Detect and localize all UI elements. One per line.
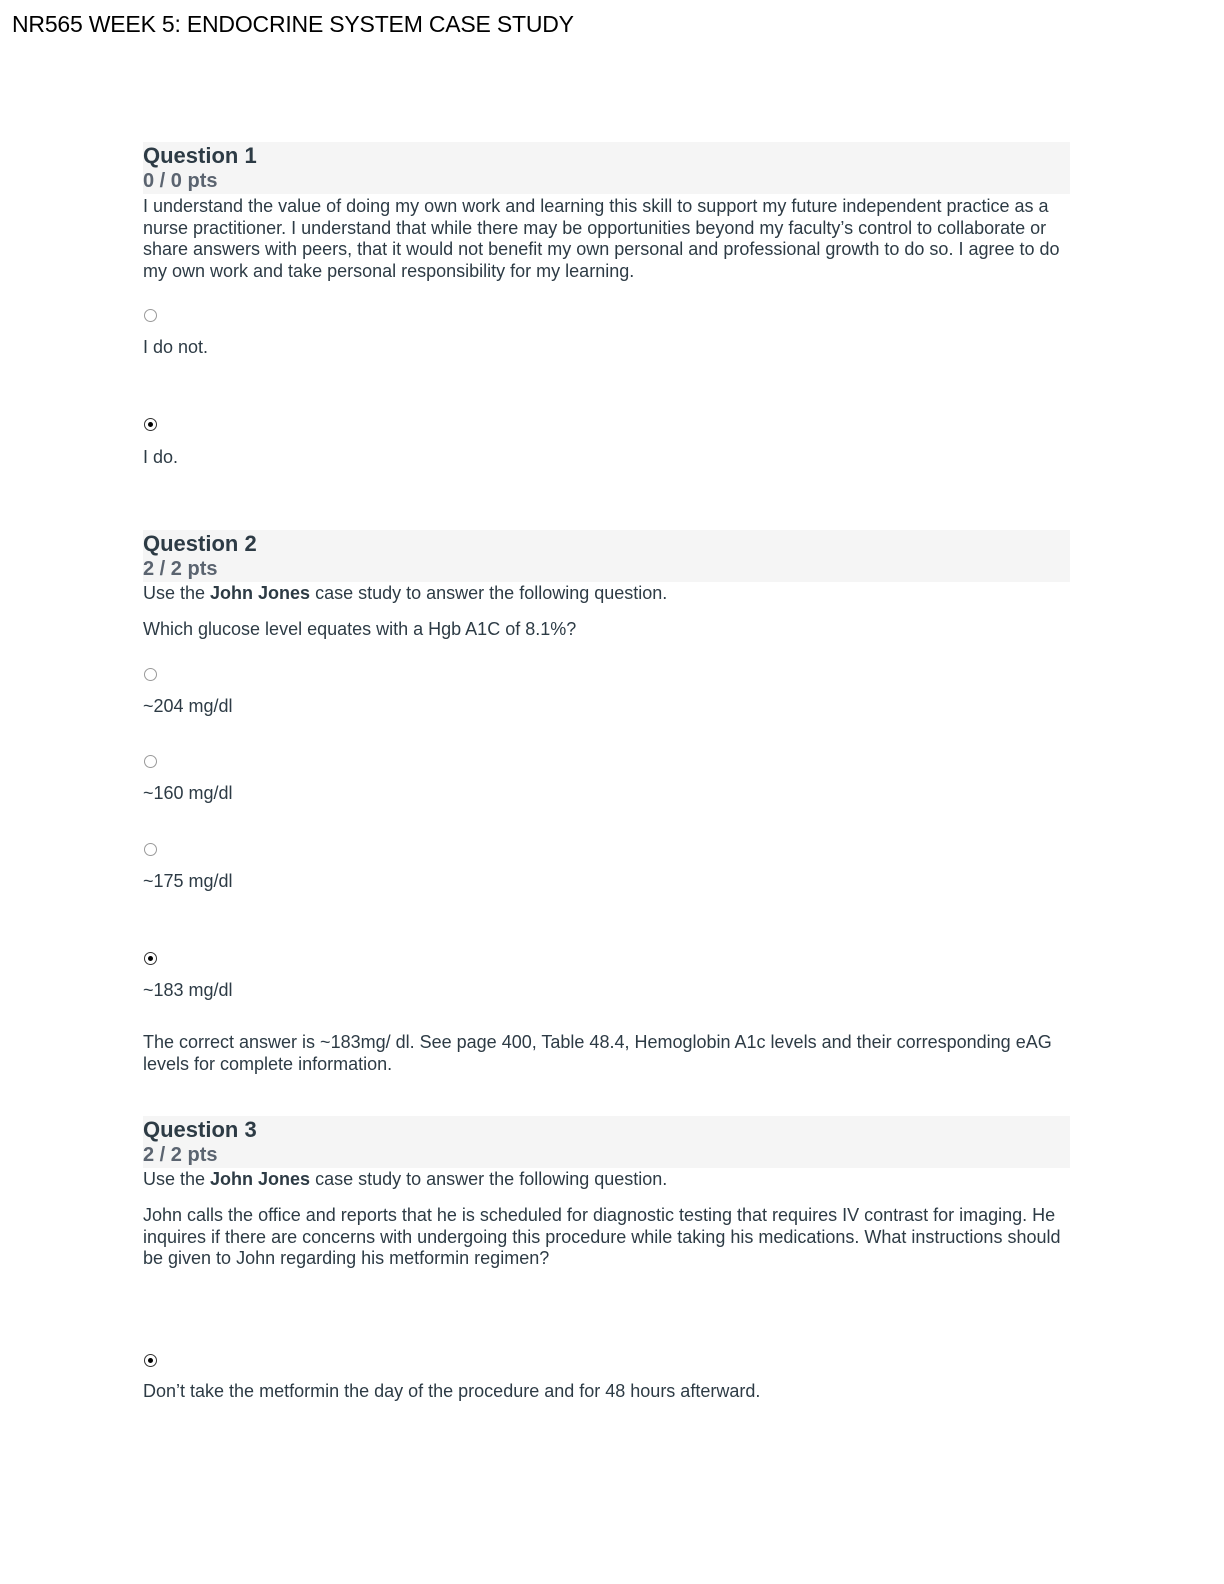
answer-label: Don’t take the metformin the day of the procedure and for 48 hours afterward.: [143, 1381, 761, 1401]
intro-text: Use the: [143, 1169, 211, 1189]
question-text: John calls the office and reports that he is scheduled for diagnostic testing that requires IV contrast for imaging. He inquires if there are concerns with undergoing this procedure while taking his medications. What instructions should be given to John regarding his metformin regimen?: [143, 1205, 1061, 1268]
question-points: 2 / 2 pts: [143, 1144, 218, 1166]
question-points: 0 / 0 pts: [143, 170, 218, 192]
question-title: Question 3: [143, 1117, 257, 1142]
answer-radio-unselected[interactable]: [144, 668, 157, 681]
answer-label: I do not.: [143, 337, 209, 357]
answer-radio-unselected[interactable]: [144, 843, 157, 856]
answer-feedback: The correct answer is ~183mg/ dl. See page 400, Table 48.4, Hemoglobin A1c levels and their corresponding eAG levels for complete information.: [143, 1032, 1052, 1074]
answer-radio-selected[interactable]: [144, 1354, 157, 1367]
intro-text: case study to answer the following question.: [310, 1169, 668, 1189]
question-header: [143, 1116, 1070, 1168]
question-1: [143, 142, 1070, 482]
question-points: 2 / 2 pts: [143, 558, 218, 580]
intro-text: Use the: [143, 583, 211, 603]
intro-text: case study to answer the following question.: [310, 583, 668, 603]
question-2: [143, 530, 1070, 1080]
answer-radio-unselected[interactable]: [144, 309, 157, 322]
case-study-name: John Jones: [210, 583, 311, 603]
answer-label: ~183 mg/dl: [143, 980, 233, 1000]
answer-label: ~175 mg/dl: [143, 871, 233, 891]
case-study-name: John Jones: [210, 1169, 311, 1189]
question-3: [143, 1116, 1070, 1416]
answer-label: ~160 mg/dl: [143, 783, 233, 803]
question-text: Which glucose level equates with a Hgb A1C of 8.1%?: [143, 619, 577, 639]
question-header: [143, 530, 1070, 582]
answer-radio-selected[interactable]: [144, 418, 157, 431]
question-title: Question 2: [143, 531, 257, 556]
answer-radio-unselected[interactable]: [144, 755, 157, 768]
answer-radio-selected[interactable]: [144, 952, 157, 965]
document-title: NR565 WEEK 5: ENDOCRINE SYSTEM CASE STUDY: [12, 11, 574, 37]
question-intro: [143, 583, 667, 605]
question-intro: [143, 1169, 667, 1191]
question-header: [143, 142, 1070, 194]
answer-label: ~204 mg/dl: [143, 696, 233, 716]
question-text: I understand the value of doing my own work and learning this skill to support my future independent practice as a nurse practitioner. I understand that while there may be opportunities beyond my faculty’s control to collaborate or share answers with peers, that it would not benefit my own personal and professional growth to do so. I agree to do my own work and take personal responsibility for my learning.: [143, 196, 1060, 281]
question-title: Question 1: [143, 143, 257, 168]
answer-label: I do.: [143, 447, 179, 467]
